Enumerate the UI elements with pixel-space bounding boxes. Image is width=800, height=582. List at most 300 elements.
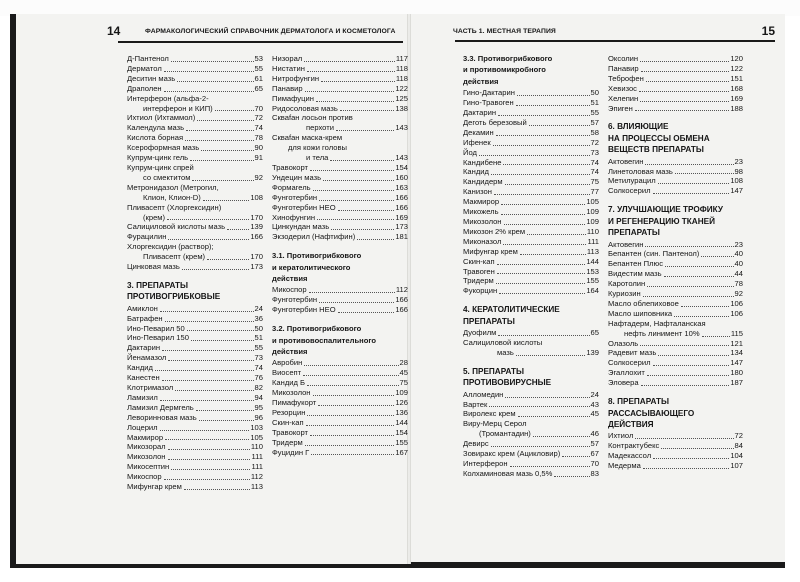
index-entry-line: Виру-Мерц Серол <box>463 419 527 429</box>
dot-leader <box>664 276 734 277</box>
dot-leader <box>527 234 586 235</box>
entry-page-number: 55 <box>590 108 599 118</box>
dot-leader <box>155 370 254 371</box>
dot-leader <box>647 286 733 287</box>
entry-page-number: 154 <box>395 427 408 437</box>
left-page-column-2 <box>272 54 408 457</box>
subsection-heading-line: и противовоспалительного <box>272 335 377 345</box>
index-entry <box>608 259 743 269</box>
entry-name: Йенамазол <box>127 353 167 363</box>
entry-page-number: 164 <box>586 286 599 296</box>
left-page-column-1 <box>127 54 263 492</box>
index-entry <box>127 433 263 443</box>
dot-leader <box>305 91 395 92</box>
section-heading-line: ПРЕПАРАТЫ <box>608 228 660 238</box>
index-entry <box>272 54 408 64</box>
dot-leader <box>323 180 394 181</box>
entry-page-number: 110 <box>250 442 263 452</box>
entry-name: Канестен <box>127 373 160 383</box>
index-entry <box>127 324 263 334</box>
index-entry <box>608 368 743 378</box>
entry-page-number: 110 <box>586 226 599 236</box>
entry-page-number: 169 <box>395 212 408 222</box>
section-heading: 7. УЛУЧШАЮЩИЕ ТРОФИКУ <box>608 205 723 215</box>
dot-leader <box>310 170 394 171</box>
entry-name: Батрафен <box>127 313 163 323</box>
entry-page-number: 173 <box>395 222 408 232</box>
entry-name: Микозорал <box>127 442 166 452</box>
entry-name: Олазоль <box>608 338 639 348</box>
dot-leader <box>491 446 590 447</box>
entry-page-number: 166 <box>395 192 408 202</box>
entry-name: Кандид <box>463 167 489 177</box>
entry-page-number: 122 <box>730 63 743 73</box>
dot-leader <box>168 449 250 450</box>
dot-leader <box>510 466 590 467</box>
index-entry <box>127 104 263 114</box>
entry-page-number: 154 <box>395 162 408 172</box>
entry-name: Тридерм <box>463 276 494 286</box>
index-entry <box>127 173 263 183</box>
entry-page-number: 121 <box>730 338 743 348</box>
entry-page-number: 73 <box>254 353 263 363</box>
entry-page-number: 109 <box>586 217 599 226</box>
entry-page-number: 105 <box>250 432 263 442</box>
dot-leader <box>702 336 730 337</box>
entry-page-number: 105 <box>586 197 599 207</box>
entry-name: Деситин мазь <box>127 73 176 83</box>
entry-name: Фунготербин НЕО <box>272 305 336 315</box>
entry-page-number: 45 <box>399 368 408 378</box>
entry-name: перхоти <box>306 123 334 133</box>
entry-name: Микозолон <box>272 388 311 398</box>
entry-name: Декамин <box>463 127 494 137</box>
entry-page-number: 72 <box>590 137 599 147</box>
entry-page-number: 109 <box>586 207 599 217</box>
entry-name: Пимафукорт <box>272 398 317 407</box>
left-page-number: 14 <box>107 24 121 38</box>
dot-leader <box>164 71 254 72</box>
entry-name: Амиклон <box>127 303 158 313</box>
entry-page-number: 115 <box>730 328 743 338</box>
entry-page-number: 111 <box>251 462 263 472</box>
entry-page-number: 104 <box>730 451 743 461</box>
dot-leader <box>499 293 585 294</box>
dot-leader <box>177 81 253 82</box>
index-entry <box>272 123 408 133</box>
entry-name: Дактарин <box>127 343 161 353</box>
index-entry <box>463 128 599 138</box>
dot-leader <box>675 173 734 174</box>
entry-page-number: 92 <box>734 289 743 299</box>
entry-name: Скин-кап <box>272 417 304 427</box>
entry-name: Пливасепт (крем) <box>143 252 206 262</box>
index-entry <box>608 84 743 94</box>
subsection-heading-line: действия <box>272 346 308 356</box>
entry-name: Хевизос <box>608 83 637 93</box>
entry-name: Леворинновая мазь <box>127 412 197 422</box>
entry-name: Фурацилин <box>127 232 167 242</box>
index-entry <box>272 305 408 315</box>
dot-leader <box>516 105 590 106</box>
dot-leader <box>504 224 586 225</box>
entry-page-number: 173 <box>250 262 263 272</box>
entry-page-number: 125 <box>395 93 408 103</box>
right-running-title: ЧАСТЬ 1. МЕСТНАЯ ТЕРАПИЯ <box>453 27 556 35</box>
dot-leader <box>340 110 394 111</box>
entry-name: Кандид <box>127 363 153 373</box>
dot-leader <box>227 229 249 230</box>
entry-name: Оксолин <box>608 54 639 63</box>
entry-page-number: 136 <box>395 407 408 417</box>
dot-leader <box>503 244 586 245</box>
entry-page-number: 103 <box>250 422 263 432</box>
index-entry <box>127 123 263 133</box>
index-entry <box>463 267 599 277</box>
dot-leader <box>319 302 394 303</box>
dot-leader <box>518 416 590 417</box>
section-heading: 6. ВЛИЯЮЩИЕ <box>608 122 669 132</box>
index-entry <box>463 187 599 197</box>
entry-page-number: 143 <box>395 123 408 133</box>
entry-page-number: 77 <box>590 187 599 197</box>
index-entry <box>608 441 743 451</box>
entry-name: Видестим мазь <box>608 269 662 279</box>
index-entry <box>127 314 263 324</box>
index-entry <box>463 88 599 98</box>
entry-name: Панавир <box>608 63 639 73</box>
dot-leader <box>310 435 394 436</box>
entry-name: Резорцин <box>272 407 306 417</box>
dot-leader <box>643 296 734 297</box>
entry-name: Д-Пантенол <box>127 54 169 63</box>
entry-name: Виролекс крем <box>463 409 516 419</box>
index-entry <box>608 74 743 84</box>
entry-name: Ридосоловая мазь <box>272 103 338 113</box>
index-entry <box>463 348 599 358</box>
dot-leader <box>187 330 254 331</box>
entry-name: нефть линимент 10% <box>624 328 700 338</box>
entry-page-number: 55 <box>254 63 263 73</box>
entry-name: Купрум-цинк гель <box>127 153 189 163</box>
index-entry-line: Интерферон (альфа-2- <box>127 93 209 103</box>
index-entry <box>127 452 263 462</box>
entry-name: Хелепин <box>608 93 639 103</box>
entry-name: Радевит мазь <box>608 348 657 358</box>
entry-name: Куриозин <box>608 289 641 299</box>
dot-leader <box>639 91 729 92</box>
entry-page-number: 126 <box>395 398 408 407</box>
entry-name: Ихтиол (Ихтаммол) <box>127 113 196 123</box>
entry-name: Микожель <box>463 207 499 217</box>
index-entry <box>272 153 408 163</box>
entry-page-number: 120 <box>730 54 743 63</box>
entry-page-number: 78 <box>254 133 263 143</box>
entry-page-number: 23 <box>734 156 743 166</box>
index-entry <box>608 358 743 368</box>
entry-page-number: 57 <box>590 117 599 127</box>
entry-name: Панавир <box>272 83 303 93</box>
entry-name: (Тромантадин) <box>479 429 531 439</box>
dot-leader <box>658 183 730 184</box>
entry-page-number: 98 <box>734 166 743 176</box>
entry-name: Фунготербин <box>272 295 318 305</box>
subsection-heading: 3.3. Противогрибкового <box>463 54 553 63</box>
index-entry-line: Купрум-цинк спрей <box>127 162 194 172</box>
entry-name: Ифенек <box>463 137 491 147</box>
index-entry <box>608 339 743 349</box>
entry-page-number: 43 <box>590 399 599 409</box>
entry-name: Ксероформная мазь <box>127 143 200 153</box>
dot-leader <box>501 214 586 215</box>
entry-name: Макмирор <box>463 197 500 207</box>
entry-page-number: 70 <box>590 458 599 468</box>
dot-leader <box>313 190 395 191</box>
entry-page-number: 84 <box>734 441 743 451</box>
index-entry <box>608 167 743 177</box>
entry-name: мазь <box>497 347 514 357</box>
index-entry <box>127 143 263 153</box>
section-heading-line: И РЕГЕНЕРАЦИЮ ТКАНЕЙ <box>608 216 715 226</box>
entry-name: Экзодерил (Нафтифин) <box>272 232 356 242</box>
subsection-heading: 3.2. Противогрибкового <box>272 324 362 334</box>
entry-page-number: 138 <box>395 103 408 113</box>
index-entry <box>608 157 743 167</box>
entry-page-number: 61 <box>254 73 263 83</box>
entry-name: Бепантен (син. Пантенол) <box>608 249 700 259</box>
dot-leader <box>330 160 394 161</box>
entry-page-number: 109 <box>395 388 408 398</box>
index-entry-line: для кожи головы <box>288 143 347 153</box>
entry-name: Ино-Певарил 150 <box>127 333 189 343</box>
dot-leader <box>653 458 729 459</box>
dot-leader <box>357 239 394 240</box>
entry-page-number: 72 <box>734 431 743 441</box>
dot-leader <box>307 415 394 416</box>
entry-name: Кандидерм <box>463 177 503 187</box>
entry-name: Нистатин <box>272 63 305 73</box>
index-entry-line: Нафтадерм, Нафталанская <box>608 318 706 328</box>
entry-name: Скин-кап <box>463 256 495 266</box>
dot-leader <box>201 150 253 151</box>
index-entry <box>127 373 263 383</box>
entry-name: Эловера <box>608 378 639 388</box>
index-entry <box>463 439 599 449</box>
index-entry <box>272 438 408 448</box>
index-entry <box>127 472 263 482</box>
index-entry <box>127 393 263 403</box>
dot-leader <box>635 110 729 111</box>
entry-name: Пимафуцин <box>272 93 314 103</box>
dot-leader <box>171 61 254 62</box>
dot-leader <box>658 355 729 356</box>
entry-name: Цинковая мазь <box>127 262 180 272</box>
index-entry <box>272 408 408 418</box>
entry-name: Интерферон <box>463 458 508 468</box>
entry-page-number: 28 <box>399 358 408 368</box>
index-entry <box>127 383 263 393</box>
entry-page-number: 167 <box>395 447 408 457</box>
index-entry <box>127 343 263 353</box>
entry-name: Драполен <box>127 83 162 93</box>
right-page-number: 15 <box>761 24 775 38</box>
subsection-heading-line: действия <box>463 76 499 86</box>
entry-page-number: 74 <box>590 157 599 167</box>
entry-name: Кислота борная <box>127 133 184 143</box>
entry-name: Масло облепиховое <box>608 298 679 308</box>
dot-leader <box>640 345 729 346</box>
index-entry <box>272 183 408 193</box>
dot-leader <box>203 200 250 201</box>
dot-leader <box>309 292 395 293</box>
entry-name: Миконазол <box>463 236 502 246</box>
index-entry <box>463 227 599 237</box>
entry-page-number: 67 <box>590 449 599 459</box>
dot-leader <box>167 219 249 220</box>
index-entry <box>127 413 263 423</box>
entry-name: Ино-Певарил 50 <box>127 323 185 333</box>
entry-page-number: 94 <box>254 392 263 402</box>
entry-name: Календула мазь <box>127 123 185 133</box>
entry-name: Метилурацил <box>608 176 656 186</box>
dot-leader <box>160 311 254 312</box>
dot-leader <box>165 439 249 440</box>
dot-leader <box>641 385 730 386</box>
entry-name: Ундецин мазь <box>272 172 322 182</box>
index-entry <box>127 482 263 492</box>
dot-leader <box>533 436 590 437</box>
dot-leader <box>184 489 250 490</box>
index-entry <box>463 400 599 410</box>
index-entry <box>272 398 408 408</box>
entry-name: Фунготербин НЕО <box>272 202 336 212</box>
entry-page-number: 96 <box>254 412 263 422</box>
index-entry <box>463 276 599 286</box>
index-entry <box>608 309 743 319</box>
entry-name: Девирс <box>463 439 489 449</box>
dot-leader <box>199 420 254 421</box>
index-entry <box>463 429 599 439</box>
left-running-title: ФАРМАКОЛОГИЧЕСКИЙ СПРАВОЧНИК ДЕРМАТОЛОГА И КОСМЕТОЛОГА <box>145 27 396 35</box>
entry-page-number: 170 <box>250 212 263 222</box>
dot-leader <box>516 355 586 356</box>
entry-page-number: 45 <box>590 409 599 419</box>
entry-page-number: 111 <box>251 452 263 462</box>
dot-leader <box>665 266 734 267</box>
dot-leader <box>168 459 251 460</box>
entry-name: Хинофунгин <box>272 212 316 222</box>
entry-name: Низорал <box>272 54 303 63</box>
index-entry <box>272 368 408 378</box>
entry-page-number: 55 <box>254 343 263 353</box>
entry-page-number: 187 <box>730 378 743 388</box>
dot-leader <box>520 254 586 255</box>
index-entry <box>127 353 263 363</box>
index-entry-line: Метронидазол (Метрогил, <box>127 182 219 192</box>
dot-leader <box>653 365 730 366</box>
dot-leader <box>505 184 590 185</box>
section-heading: 8. ПРЕПАРАТЫ <box>608 397 669 407</box>
entry-page-number: 44 <box>734 269 743 279</box>
entry-page-number: 58 <box>590 127 599 137</box>
index-entry <box>127 54 263 64</box>
entry-name: Эгаллохит <box>608 368 645 378</box>
dot-leader <box>185 140 253 141</box>
index-entry <box>608 104 743 114</box>
subsection-heading-line: действия <box>272 274 308 284</box>
subsection-heading: 3.1. Противогрибкового <box>272 251 362 261</box>
dot-leader <box>562 456 589 457</box>
entry-name: Травоген <box>463 266 495 276</box>
entry-page-number: 160 <box>395 172 408 182</box>
entry-page-number: 122 <box>395 83 408 93</box>
entry-name: со смектитом <box>143 172 191 182</box>
entry-page-number: 144 <box>395 417 408 427</box>
entry-name: Тридерм <box>272 437 303 447</box>
index-entry <box>272 193 408 203</box>
dot-leader <box>661 448 733 449</box>
entry-name: Мифунгар крем <box>127 482 182 492</box>
index-entry <box>272 295 408 305</box>
entry-page-number: 74 <box>590 167 599 177</box>
entry-name: Авробин <box>272 358 303 368</box>
index-entry <box>127 403 263 413</box>
dot-leader <box>191 340 254 341</box>
dot-leader <box>647 375 729 376</box>
entry-name: Микоспор <box>127 472 162 482</box>
entry-page-number: 147 <box>730 358 743 368</box>
entry-page-number: 118 <box>395 63 408 73</box>
entry-page-number: 78 <box>734 279 743 289</box>
index-entry <box>463 286 599 296</box>
entry-name: Солкосерил <box>608 186 651 196</box>
entry-page-number: 108 <box>730 176 743 186</box>
entry-page-number: 90 <box>254 143 263 153</box>
dot-leader <box>207 259 249 260</box>
entry-page-number: 107 <box>730 461 743 471</box>
entry-name: Микозолон <box>127 452 166 462</box>
index-entry <box>127 113 263 123</box>
index-entry <box>463 409 599 419</box>
entry-page-number: 50 <box>590 88 599 98</box>
index-entry <box>272 418 408 428</box>
index-entry <box>127 462 263 472</box>
entry-page-number: 181 <box>395 232 408 242</box>
index-entry <box>463 118 599 128</box>
entry-page-number: 155 <box>586 276 599 286</box>
index-entry <box>127 84 263 94</box>
entry-name: Каротолин <box>608 279 646 289</box>
entry-name: Бепантен Плюс <box>608 259 664 269</box>
dot-leader <box>505 397 589 398</box>
index-entry <box>608 348 743 358</box>
dot-leader <box>503 164 589 165</box>
entry-page-number: 23 <box>734 239 743 249</box>
entry-page-number: 95 <box>254 402 263 412</box>
entry-name: Микосептин <box>127 462 170 472</box>
index-entry-line: Скваfан лосьон против <box>272 113 353 123</box>
entry-page-number: 163 <box>395 182 408 192</box>
index-entry <box>127 193 263 203</box>
index-entry <box>127 442 263 452</box>
entry-name: Алломедин <box>463 389 504 399</box>
dot-leader <box>171 469 250 470</box>
dot-leader <box>160 400 254 401</box>
index-entry <box>127 64 263 74</box>
entry-name: Кандибене <box>463 157 502 167</box>
entry-name: Колхаминовая мазь 0,5% <box>463 468 553 478</box>
dot-leader <box>479 155 590 156</box>
